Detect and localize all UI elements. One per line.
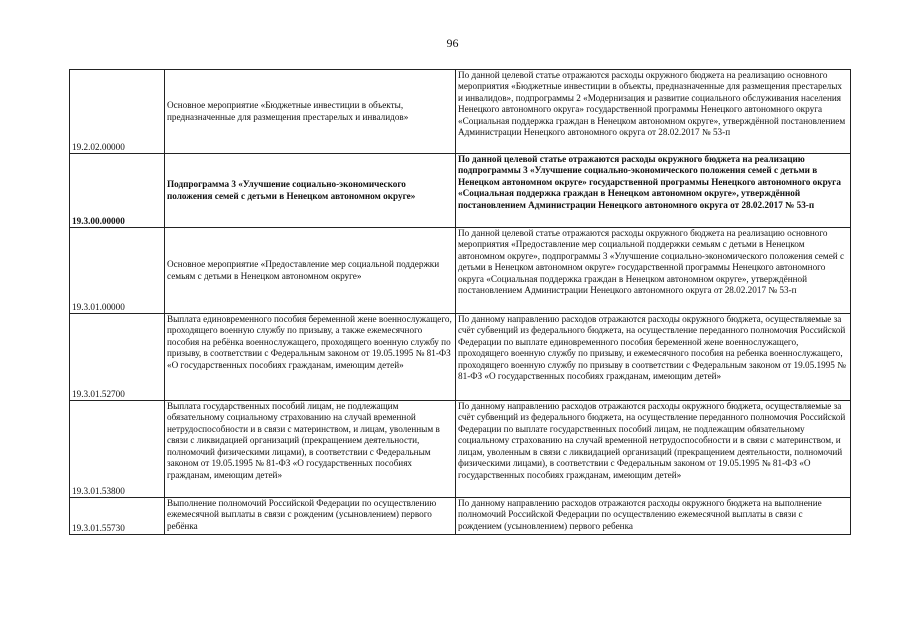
target-article-description: По данному направлению расходов отражаются расходы окружного бюджета на выполнение полномочий Российской Федерации по осуществлению ежемесячной выплаты в связи с рождением (усыновлением) первого ребенка <box>456 498 851 535</box>
target-article-description: По данному направлению расходов отражаются расходы окружного бюджета, осуществляемые за счёт субвенций из федерального бюджета, на осуществление переданного полномочия Российской Федерации по выплате единовременного пособия беременной жене военнослужащего, проходящего военную службу по призыву, и ежемесячного пособия на ребенка военнослужащего, проходящего военную службу по призыву в соответствии с Федеральным законом от 19.05.1995 № 81-ФЗ «О государственных пособиях гражданам, имеющим детей» <box>456 314 851 401</box>
target-article-name: Выплата единовременного пособия беременной жене военнослужащего, проходящего военную службу по призыву, а также ежемесячного пособия на ребёнка военнослужащего, проходящего военную службу по призыву, в соответствии с Федеральным законом от 19.05.1995 № 81-ФЗ «О государственных пособиях гражданам, имеющим детей» <box>165 314 456 401</box>
table-row <box>70 154 851 228</box>
target-article-name: Основное мероприятие «Бюджетные инвестиции в объекты, предназначенные для размещения престарелых и инвалидов» <box>165 70 456 154</box>
target-article-code: 19.3.00.00000 <box>70 154 165 228</box>
table-row <box>70 401 851 498</box>
target-article-name: Выплата государственных пособий лицам, не подлежащим обязательному социальному страхованию на случай временной нетрудоспособности и в связи с материнством, и лицам, уволенным в связи с ликвидацией организаций (прекращением деятельности, полномочий физическими лицами), в соответствии с Федеральным законом от 19.05.1995 № 81-ФЗ «О государственных пособиях гражданам, имеющим детей» <box>165 401 456 498</box>
budget-classification-table <box>69 69 851 535</box>
page-number: 96 <box>446 36 459 50</box>
target-article-code: 19.3.01.00000 <box>70 228 165 314</box>
target-article-code: 19.3.01.55730 <box>70 498 165 535</box>
target-article-description: По данной целевой статье отражаются расходы окружного бюджета на реализацию основного мероприятия «Бюджетные инвестиции в объекты, предназначенные для размещения престарелых и инвалидов», подпрограммы 2 «Модернизация и развитие социального обслуживания населения Ненецкого автономного округа» государственной программы Ненецкого автономного округа «Социальная поддержка граждан в Ненецком автономном округе», утверждённой постановлением Администрации Ненецкого автономного округа от 28.02.2017 № 53-п <box>456 70 851 154</box>
target-article-code: 19.2.02.00000 <box>70 70 165 154</box>
target-article-name: Основное мероприятие «Предоставление мер социальной поддержки семьям с детьми в Ненецком автономном округе» <box>165 228 456 314</box>
target-article-description: По данной целевой статье отражаются расходы окружного бюджета на реализацию подпрограммы 3 «Улучшение социально-экономического положения семей с детьми в Ненецком автономном округе» государственной программы Ненецкого автономного округа «Социальная поддержка граждан в Ненецком автономном округе», утверждённой постановлением Администрации Ненецкого автономного округа от 28.02.2017 № 53-п <box>456 154 851 228</box>
target-article-code: 19.3.01.52700 <box>70 314 165 401</box>
target-article-code: 19.3.01.53800 <box>70 401 165 498</box>
target-article-description: По данному направлению расходов отражаются расходы окружного бюджета, осуществляемые за счёт субвенций из федерального бюджета, на осуществление переданного полномочия Российской Федерации по выплате государственных пособий лицам, не подлежащим обязательному социальному страхованию на случай временной нетрудоспособности и в связи с материнством, и лицам, уволенным в связи с ликвидацией организаций (прекращением деятельности, полномочий физическими лицами), в соответствии с Федеральным законом от 19.05.1995 № 81-ФЗ «О государственных пособиях гражданам, имеющим детей» <box>456 401 851 498</box>
target-article-name: Выполнение полномочий Российской Федерации по осуществлению ежемесячной выплаты в связи с рожденим (усыновлением) первого ребёнка <box>165 498 456 535</box>
table-row <box>70 228 851 314</box>
table-row <box>70 70 851 154</box>
target-article-description: По данной целевой статье отражаются расходы окружного бюджета на реализацию основного мероприятия «Предоставление мер социальной поддержки семьям с детьми в Ненецком автономном округе», подпрограммы 3 «Улучшение социально-экономического положения семей с детьми в Ненецком автономном округе» государственной программы Ненецкого автономного округа «Социальная поддержка граждан в Ненецком автономном округе», утверждённой постановлением Администрации Ненецкого автономного округа от 28.02.2017 № 53-п <box>456 228 851 314</box>
table-row <box>70 498 851 535</box>
table-row <box>70 314 851 401</box>
target-article-name: Подпрограмма 3 «Улучшение социально-экономического положения семей с детьми в Ненецком автономном округе» <box>165 154 456 228</box>
